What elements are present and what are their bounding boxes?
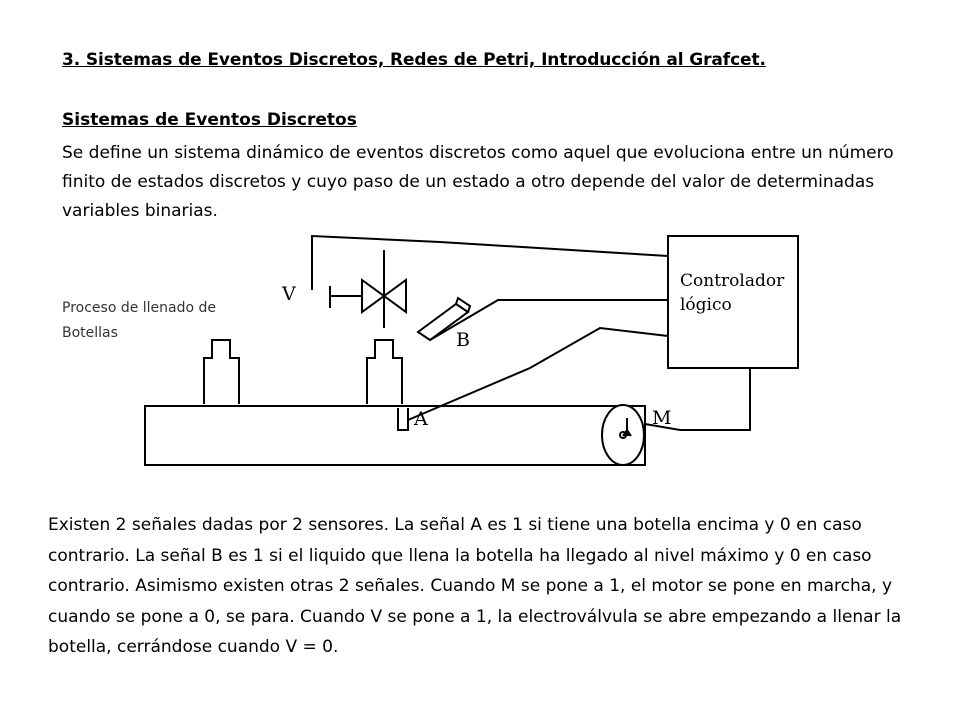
- valve-actuator: [330, 286, 362, 308]
- section-heading: Sistemas de Eventos Discretos: [62, 110, 357, 130]
- label-v: V: [282, 283, 296, 305]
- bottle-left: [204, 340, 239, 404]
- controller-label-line2: lógico: [680, 295, 732, 315]
- label-b: B: [456, 329, 470, 351]
- slide-title: 3. Sistemas de Eventos Discretos, Redes de Petri, Introducción al Grafcet.: [62, 50, 766, 70]
- diagram-caption: Proceso de llenado de Botellas: [62, 300, 217, 341]
- controller-label-line1: Controlador: [680, 271, 785, 291]
- label-a: A: [414, 408, 428, 430]
- conveyor-belt: [145, 406, 645, 465]
- bottle-filling-diagram: [130, 228, 810, 473]
- bottle-right: [367, 340, 402, 404]
- sensor-a: [398, 408, 408, 430]
- label-m: M: [652, 407, 672, 429]
- intro-paragraph: Se define un sistema dinámico de eventos discretos como aquel que evoluciona entre un número finito de estados discretos y cuyo paso de un estado a otro depende del valor de determinadas variables binarias.: [62, 143, 894, 221]
- body-paragraph: Existen 2 señales dadas por 2 sensores. La señal A es 1 si tiene una botella encima y 0 en caso contrario. La señal B es 1 si el liquido que llena la botella ha llegado al nivel máximo y 0 en caso contrario. Asimismo existen otras 2 señales. Cuando M se pone a 1, el motor se pone en marcha, y cuando se pone a 0, se para. Cuando V se pone a 1, la electroválvula se abre empezando a llenar la botella, cerrándose cuando V = 0.: [48, 515, 902, 657]
